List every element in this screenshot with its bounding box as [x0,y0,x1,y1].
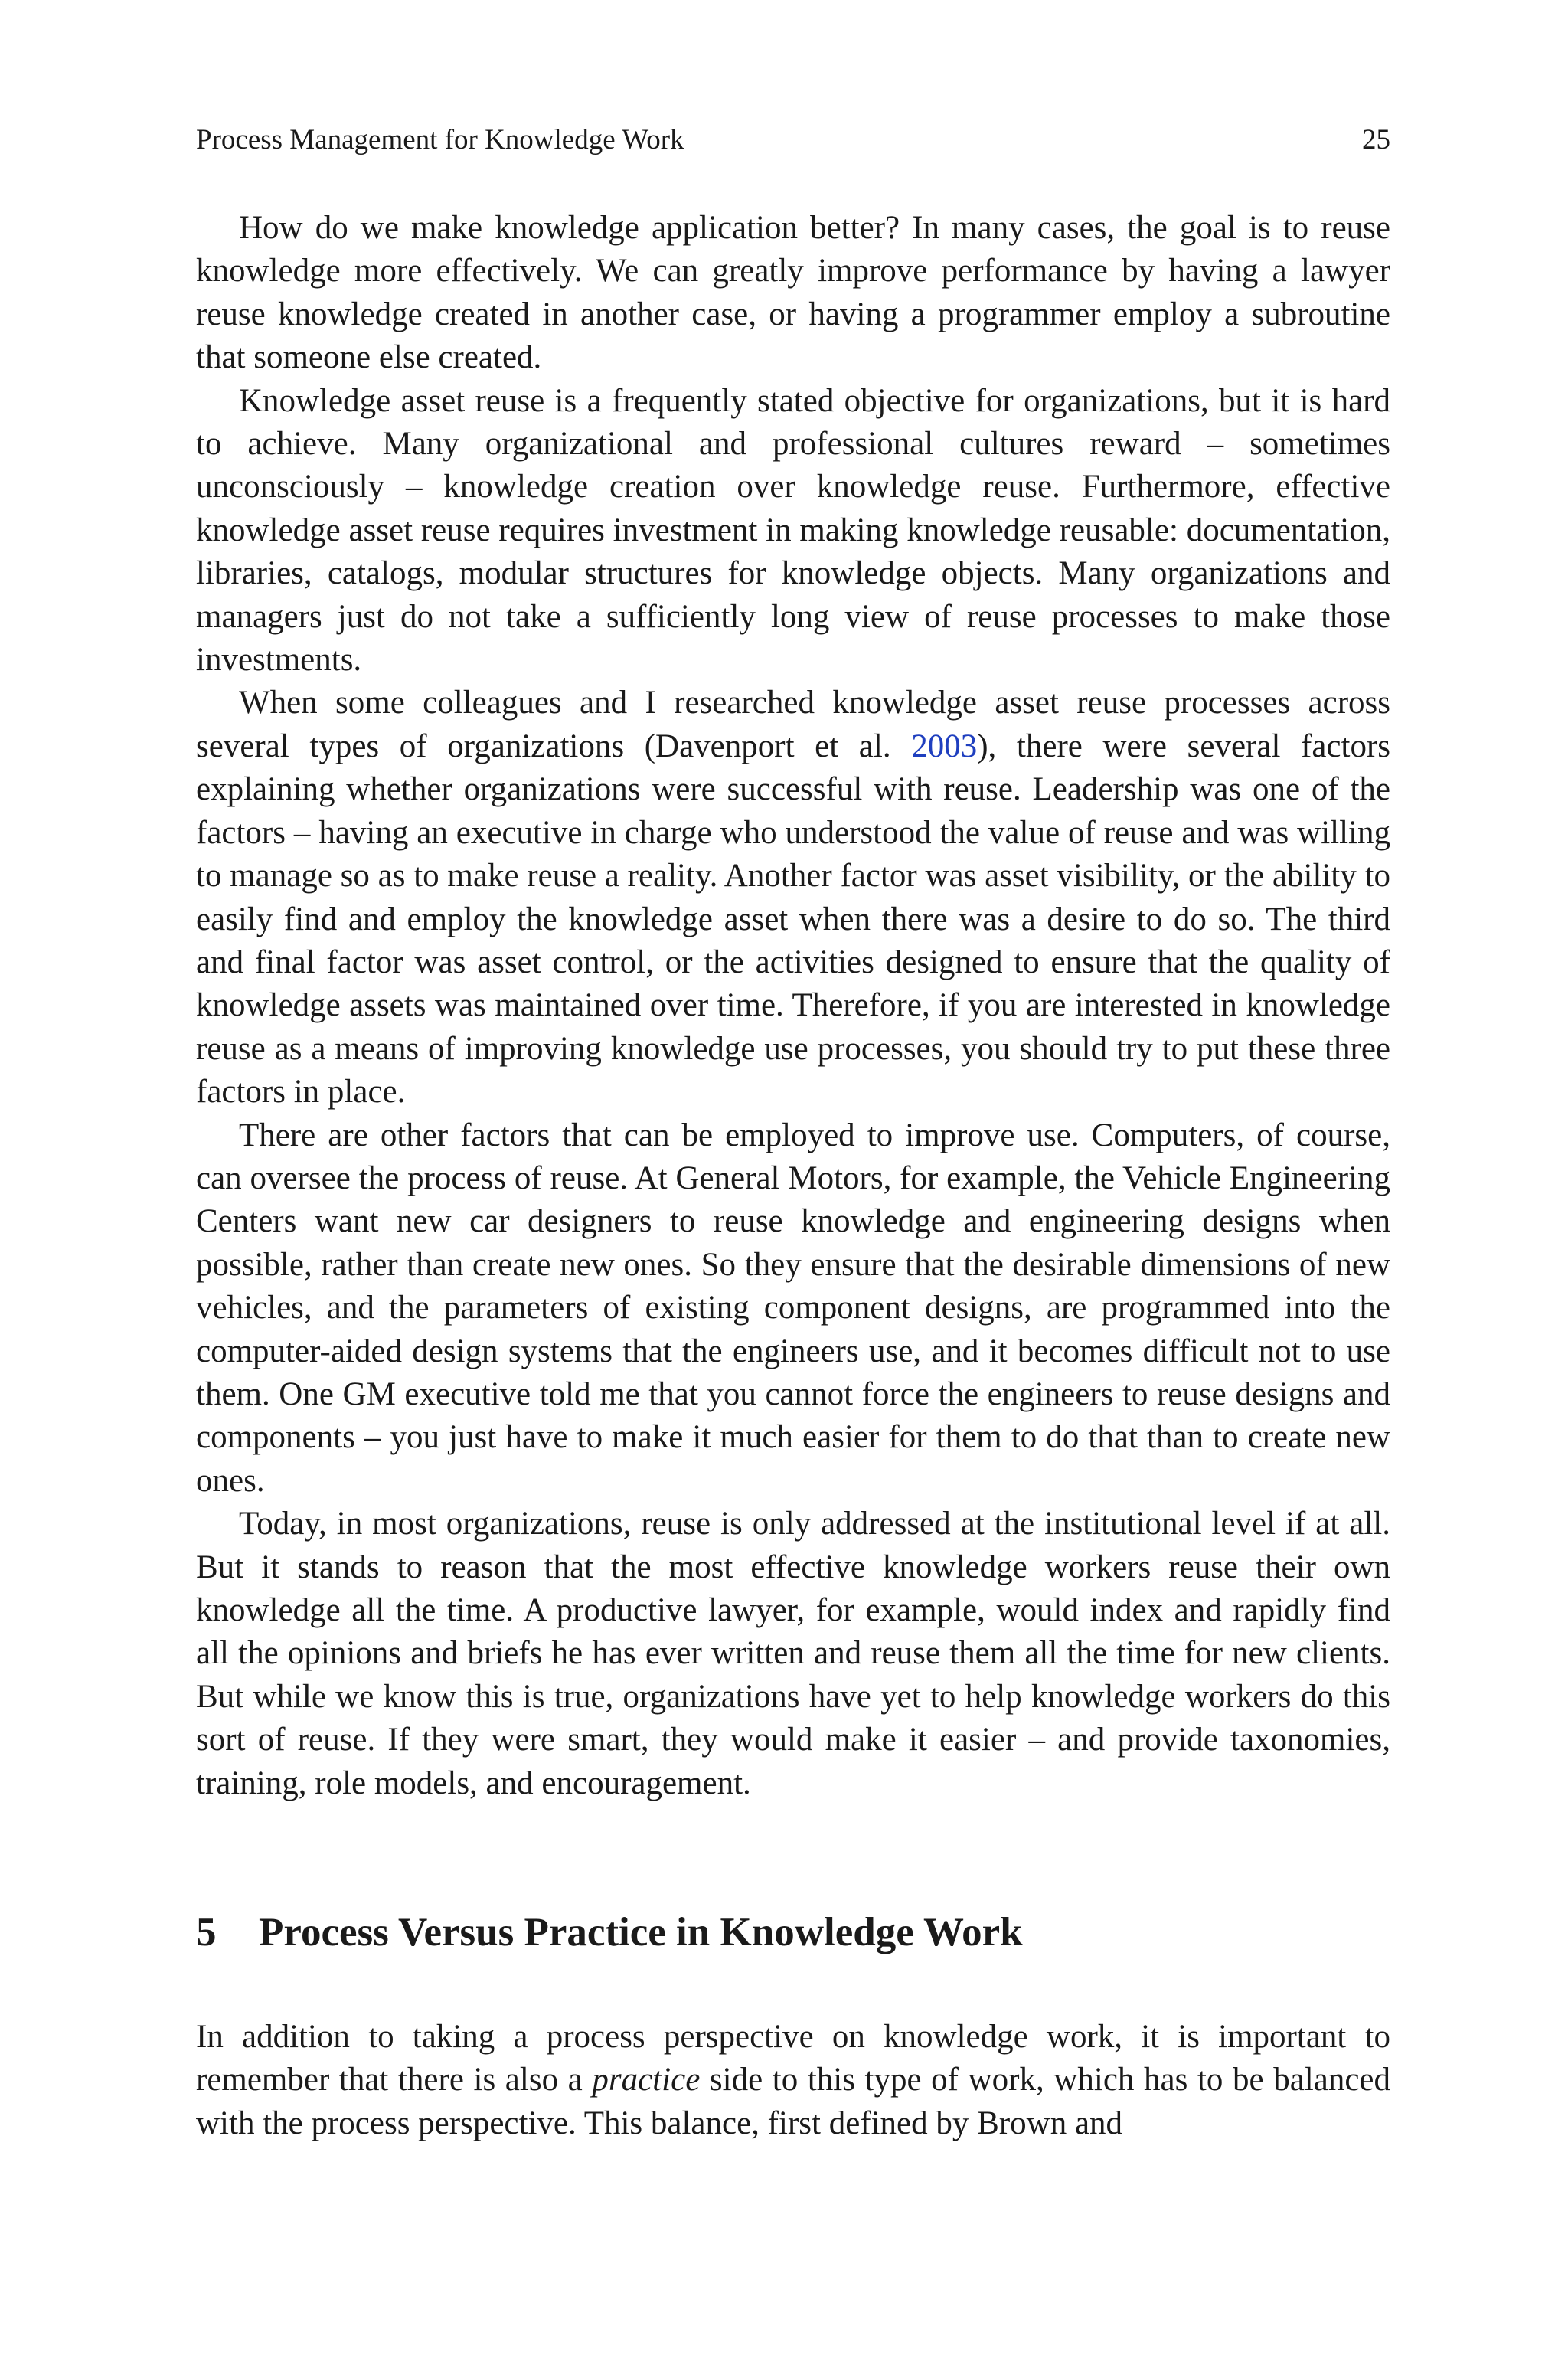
section-title: Process Versus Practice in Knowledge Work [259,1910,1023,1954]
paragraph-research-text-end: ), there were several factors explaining whether organizations were successful with reuse. Leadership was one of the factors – having an executive in charge who understood the value of reuse and was willing to manage so as to make reuse a reality. Another factor was asset visibility, or the ability to easily find and employ the knowledge asset when there was a desire to do so. The third and final factor was asset control, or the activities designed to ensure that the quality of knowledge assets was maintained over time. Therefore, if you are interested in knowledge reuse as a means of improving knowledge use processes, you should try to put these three factors in place. [196,728,1391,1110]
section-intro-start: In addition to taking a process perspective on knowledge work, it is important to remember that there is also a [196,2019,1390,2098]
paragraph-research-text-start: When some colleagues and I researched knowledge asset reuse processes across several types of organizations (Davenport et al. [196,685,1390,764]
running-head-title: Process Management for Knowledge Work [196,124,684,155]
section-heading [196,1907,1390,1958]
paragraph-individual-reuse: Today, in most organizations, reuse is only addressed at the institutional level if at all. But it stands to reason that the most effective knowledge workers reuse their own knowledge all the time. A productive lawyer, for example, would index and rapidly find all the opinions and briefs he has ever written and reuse them all the time for new clients. But while we know this is true, organizations have yet to help knowledge workers do this sort of reuse. If they were smart, they would make it easier – and provide taxonomies, training, role models, and encouragement. [196,1506,1390,1801]
paragraph-reuse-intro: How do we make knowledge application better? In many cases, the goal is to reuse knowledge more effectively. We can greatly improve performance by having a lawyer reuse knowledge created in another case, or having a programmer employ a subroutine that someone else created. [196,210,1390,376]
section-number: 5 [196,1910,217,1954]
section-body [196,2016,1390,2145]
running-head [196,123,1390,158]
paragraph-process-practice [196,2016,1390,2145]
section-intro-end: side to this type of work, which has to be balanced with the process perspective. This balance, first defined by Brown and [196,2062,1390,2141]
paragraph-asset-reuse: Knowledge asset reuse is a frequently stated objective for organizations, but it is hard to achieve. Many organizational and professional cultures reward – sometimes unconsciously – knowledge creation over knowledge reuse. Furthermore, effective knowledge asset reuse requires investment in making knowledge reusable: documentation, libraries, catalogs, modular structures for knowledge objects. Many organizations and managers just do not take a sufficiently long view of reuse processes to make those investments. [196,382,1390,679]
page-number: 25 [1362,124,1390,155]
emphasis-practice: practice [592,2062,701,2098]
citation-link-2003[interactable]: 2003 [911,728,978,764]
paragraph-gm-example: There are other factors that can be employed to improve use. Computers, of course, can oversee the process of reuse. At General Motors, for example, the Vehicle Engineering Centers want new car designers to reuse knowledge and engineering designs when possible, rather than create new ones. So they ensure that the desirable dimensions of new vehicles, and the parameters of existing component designs, are programmed into the computer-aided design systems that the engineers use, and it becomes difficult not to use them. One GM executive told me that you cannot force the engineers to reuse designs and components – you just have to make it much easier for them to do that than to create new ones. [196,1117,1390,1499]
body-text [196,207,1390,1805]
paragraph-research-factors [196,682,1390,1114]
